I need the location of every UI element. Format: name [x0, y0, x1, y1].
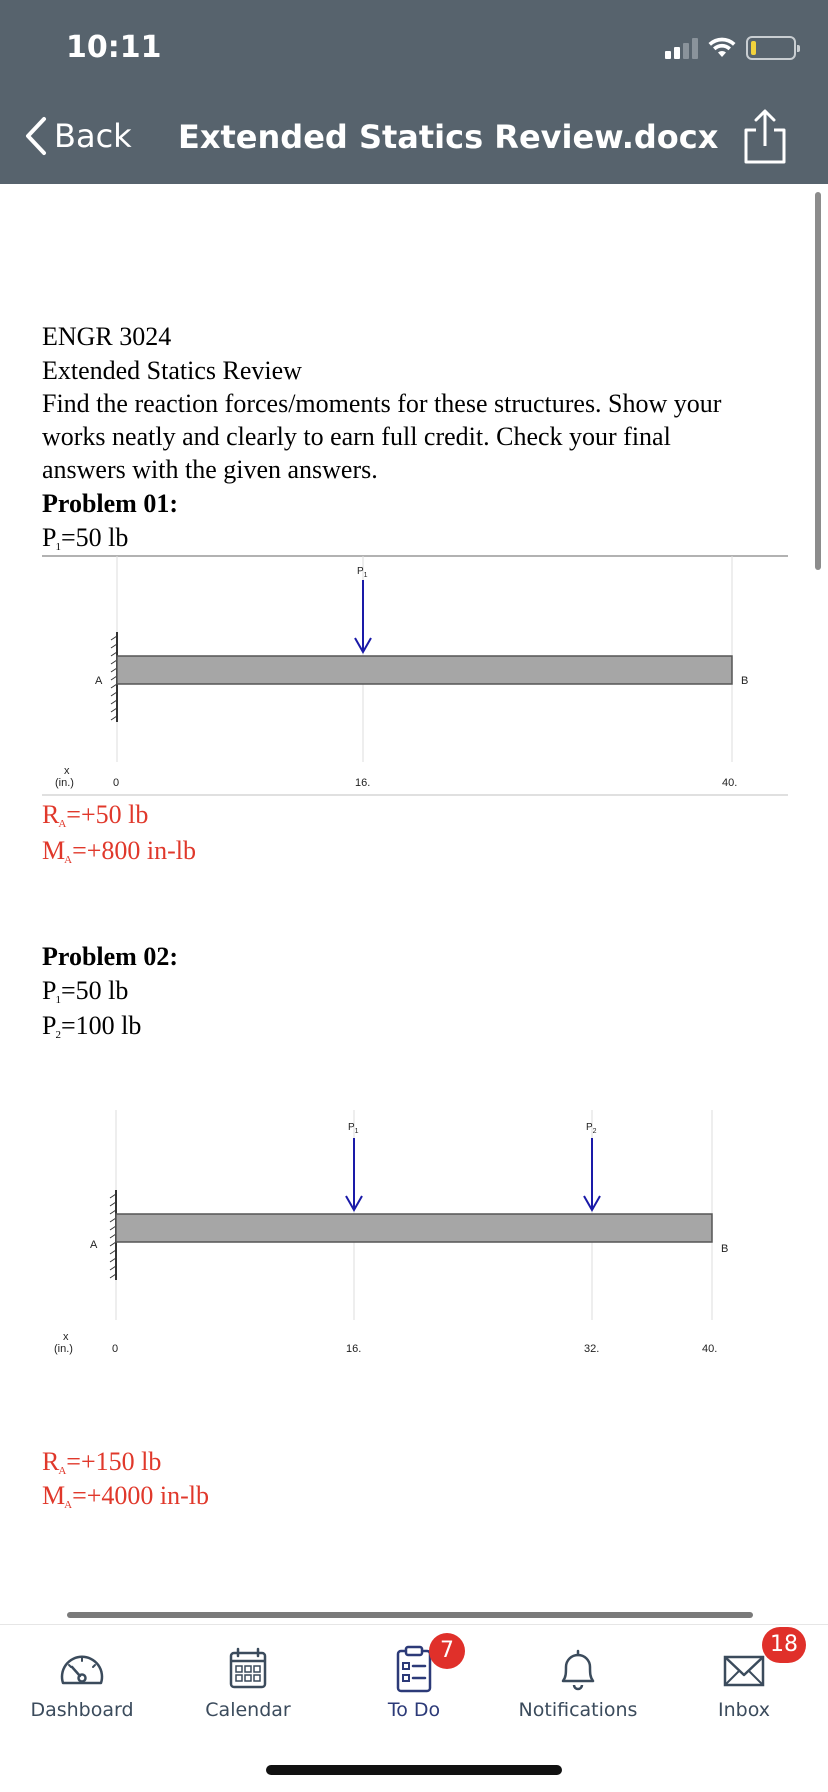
tick-label: 16. — [346, 1343, 362, 1355]
load-label-p1: $P_1$ — [357, 566, 368, 579]
doc-subtitle: Extended Statics Review — [42, 356, 302, 385]
axis-unit: (in.) — [54, 1343, 73, 1355]
answer-moment-01: $M_A=+800$ in-lb — [42, 836, 197, 866]
app-header — [0, 0, 828, 184]
beam-diagram-problem-02 — [0, 1110, 828, 1355]
todo-badge: 7 — [429, 1633, 465, 1669]
calendar-icon — [221, 1645, 275, 1693]
wifi-icon — [708, 37, 736, 59]
battery-icon — [746, 36, 796, 60]
answer-moment-02: $M_A=+4000$ in-lb — [42, 1481, 210, 1511]
problem-02-heading: Problem 02: — [42, 942, 178, 971]
axis-unit: (in.) — [55, 777, 74, 789]
back-button[interactable] — [24, 116, 132, 156]
tab-label: Inbox — [718, 1699, 770, 1721]
load-arrow-p1 — [355, 580, 371, 652]
document-viewer — [0, 184, 828, 1624]
axis-label: x — [63, 1331, 69, 1343]
tab-label: To Do — [387, 1699, 441, 1721]
tab-label: Calendar — [205, 1699, 291, 1721]
answer-reaction-force-01: $R_A=+50$ lb — [42, 800, 149, 830]
home-indicator[interactable] — [266, 1765, 562, 1775]
beam — [117, 656, 732, 684]
wall-support — [110, 1190, 116, 1280]
tick-label: 32. — [584, 1343, 600, 1355]
load-label-p2: $P_2$ — [586, 1122, 597, 1135]
tab-to-do[interactable] — [334, 1625, 494, 1735]
tick-label: 0 — [113, 777, 120, 789]
problem-02-load-2: $P_2=100$ lb — [42, 1011, 142, 1041]
problem-01-heading: Problem 01: — [42, 489, 178, 518]
load-arrow-p2 — [584, 1138, 600, 1210]
beam — [116, 1214, 712, 1242]
answer-reaction-force-02: $R_A=+150$ lb — [42, 1447, 162, 1477]
tab-inbox[interactable] — [664, 1625, 824, 1735]
end-label-b: B — [741, 675, 749, 687]
problem-01-load: $P_1=50$ lb — [42, 523, 129, 553]
problem-02-load-1: $P_1=50$ lb — [42, 976, 129, 1006]
status-time: 10:11 — [66, 30, 162, 65]
dashboard-icon — [55, 1645, 109, 1693]
instructions-text: Find the reaction forces/moments for these structures. Show your works neatly and clearly to earn full credit. Check your final answers with the given answers. — [42, 389, 722, 484]
tab-calendar[interactable] — [168, 1625, 328, 1735]
horizontal-scrollbar[interactable] — [67, 1612, 753, 1618]
share-icon[interactable] — [742, 108, 788, 166]
tab-dashboard[interactable] — [2, 1625, 162, 1735]
tick-label: 40. — [702, 1343, 718, 1355]
inbox-badge: 18 — [762, 1627, 806, 1663]
course-code: ENGR 3024 — [42, 322, 172, 351]
tick-label: 16. — [355, 777, 371, 789]
end-label-b: B — [721, 1243, 729, 1255]
document-title: Extended Statics Review.docx — [178, 118, 719, 156]
cellular-signal-icon — [665, 37, 698, 59]
tab-label: Notifications — [518, 1699, 638, 1721]
wall-support — [111, 632, 117, 722]
chevron-left-icon — [24, 116, 48, 156]
tab-notifications[interactable] — [498, 1625, 658, 1735]
tab-label: Dashboard — [30, 1699, 134, 1721]
load-label-p1: $P_1$ — [348, 1122, 359, 1135]
bell-icon — [551, 1645, 605, 1693]
tick-label: 40. — [722, 777, 738, 789]
back-label: Back — [54, 117, 132, 155]
axis-label: x — [64, 765, 70, 777]
beam-diagram-problem-01 — [0, 556, 828, 788]
support-label-a: A — [90, 1239, 98, 1251]
status-icons — [665, 36, 796, 60]
load-arrow-p1 — [346, 1138, 362, 1210]
tick-label: 0 — [112, 1343, 119, 1355]
support-label-a: A — [95, 675, 103, 687]
